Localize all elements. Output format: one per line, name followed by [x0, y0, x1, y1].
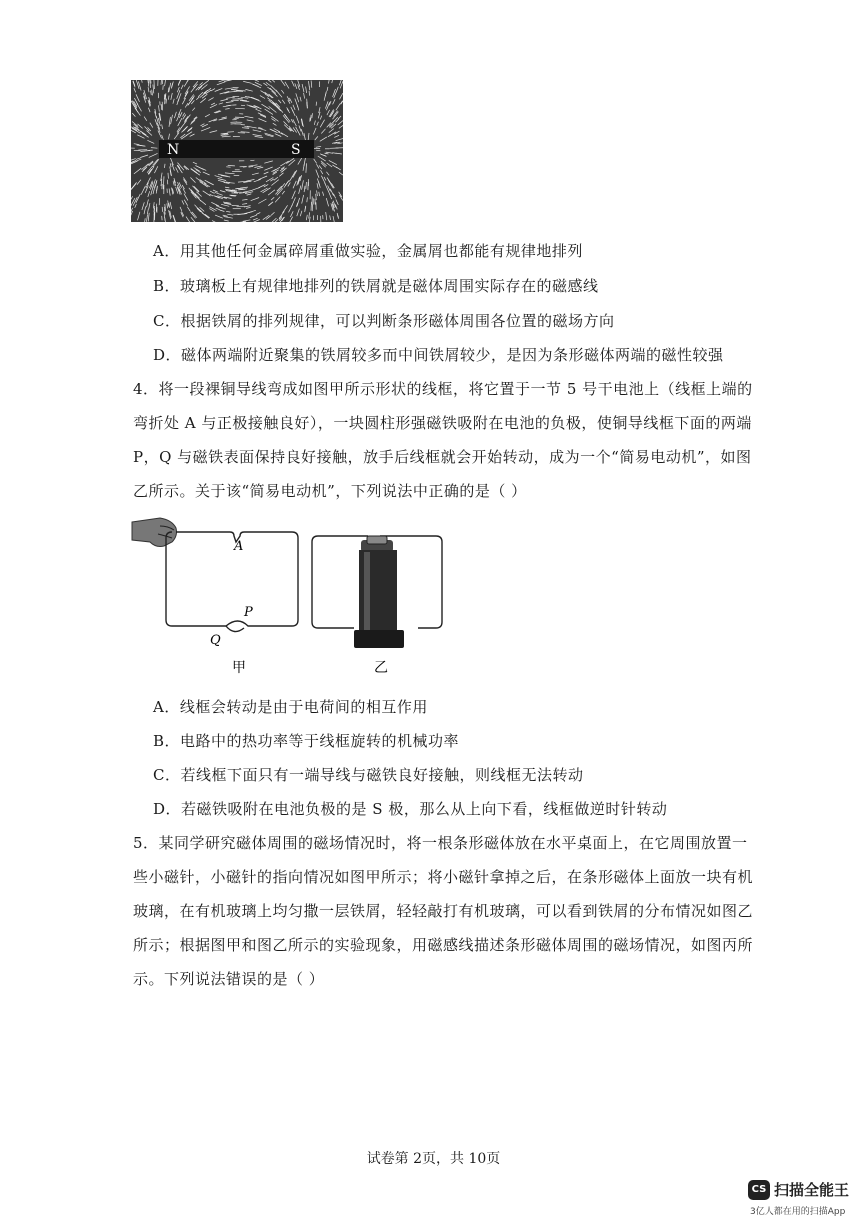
- page-footer: 试卷第 2页，共 10页: [366, 1151, 501, 1167]
- q4-option-a: A．线框会转动是由于电荷间的相互作用: [153, 698, 428, 716]
- q3-option-d: D．磁体两端附近聚集的铁屑较多而中间铁屑较少，是因为条形磁体两端的磁性较强: [153, 346, 724, 364]
- label-q: Q: [210, 633, 221, 648]
- scanner-name: 扫描全能王: [774, 1181, 850, 1199]
- q5-stem-line-5: 示。下列说法错误的是（ ）: [133, 970, 325, 988]
- scanner-watermark: [748, 1178, 858, 1218]
- motor-figure: [130, 512, 450, 682]
- scanner-logo-icon: CS: [748, 1180, 770, 1200]
- scanner-tagline: 3亿人都在用的扫描App: [750, 1207, 846, 1217]
- q3-option-b: B．玻璃板上有规律地排列的铁屑就是磁体周围实际存在的磁感线: [153, 277, 599, 295]
- q4-stem-line-2: 弯折处 A 与正极接触良好），一块圆柱形强磁铁吸附在电池的负极，使铜导线框下面的两端: [133, 414, 752, 432]
- q4-option-c: C．若线框下面只有一端导线与磁铁良好接触，则线框无法转动: [153, 766, 584, 784]
- caption-yi: 乙: [374, 660, 388, 676]
- q5-stem-line-1: 5．某同学研究磁体周围的磁场情况时，将一根条形磁体放在水平桌面上，在它周围放置一: [133, 834, 748, 852]
- battery: [359, 536, 397, 632]
- q4-option-d: D．若磁铁吸附在电池负极的是 S 极，那么从上向下看，线框做逆时针转动: [153, 800, 668, 818]
- q4-stem-line-1: 4．将一段裸铜导线弯成如图甲所示形状的线框，将它置于一节 5 号干电池上（线框上端的: [133, 380, 753, 398]
- caption-jia: 甲: [232, 660, 246, 676]
- magnet-north-label: N: [167, 142, 180, 158]
- q4-stem-line-4: 乙所示。关于该“简易电动机”，下列说法中正确的是（ ）: [133, 482, 527, 500]
- magnet-cylinder: [354, 630, 404, 648]
- q3-option-c: C．根据铁屑的排列规律，可以判断条形磁体周围各位置的磁场方向: [153, 312, 615, 330]
- wire-frame-jia: [166, 532, 298, 626]
- q4-stem-line-3: P，Q 与磁铁表面保持良好接触，放手后线框就会开始转动，成为一个“简易电动机”，如图: [133, 448, 752, 466]
- iron-filings-figure: [131, 80, 343, 222]
- q5-stem-line-3: 玻璃，在有机玻璃上均匀撒一层铁屑，轻轻敲打有机玻璃，可以看到铁屑的分布情况如图乙: [133, 902, 754, 920]
- q3-option-a: A．用其他任何金属碎屑重做实验，金属屑也都能有规律地排列: [153, 242, 583, 260]
- q4-option-b: B．电路中的热功率等于线框旋转的机械功率: [153, 732, 460, 750]
- label-a: A: [234, 539, 244, 554]
- q5-stem-line-2: 些小磁针，小磁针的指向情况如图甲所示；将小磁针拿掉之后，在条形磁体上面放一块有机: [133, 868, 754, 886]
- q5-stem-line-4: 所示；根据图甲和图乙所示的实验现象，用磁感线描述条形磁体周围的磁场情况，如图丙所: [133, 936, 754, 954]
- magnet-south-label: S: [291, 142, 301, 158]
- label-p: P: [244, 605, 253, 620]
